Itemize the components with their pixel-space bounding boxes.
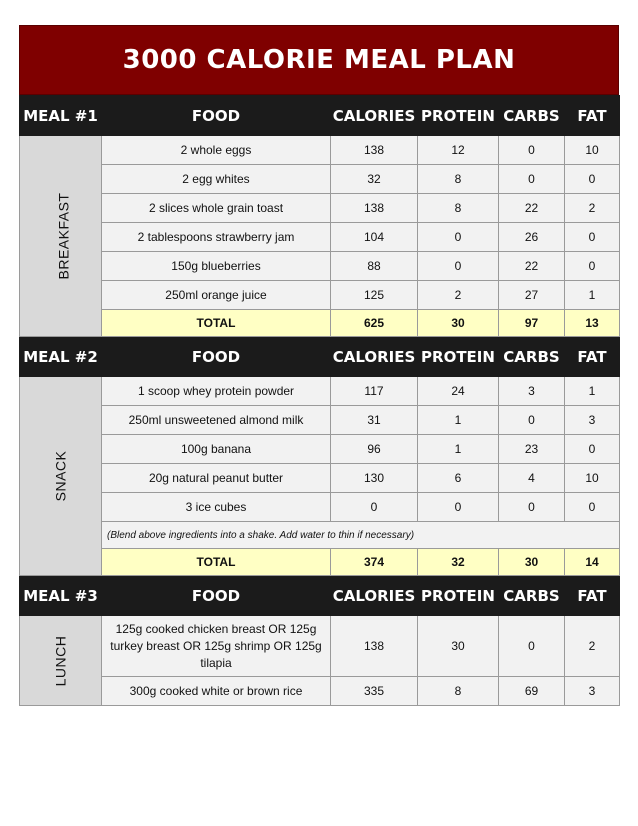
protein-cell: 0 [418,493,499,522]
food-cell: 20g natural peanut butter [102,464,331,493]
meal-plan-table [19,95,620,706]
total-carbs: 30 [499,549,565,576]
carbs-cell: 27 [499,281,565,310]
table-row [20,677,620,706]
calories-cell: 96 [331,435,418,464]
table-row [20,194,620,223]
protein-cell: 24 [418,377,499,406]
calories-cell: 31 [331,406,418,435]
carbs-header: CARBS [499,337,565,377]
table-row [20,616,620,677]
table-row [20,464,620,493]
shake-note: (Blend above ingredients into a shake. Add water to thin if necessary) [102,522,620,549]
fat-cell: 0 [565,223,620,252]
total-label: TOTAL [102,549,331,576]
protein-cell: 0 [418,223,499,252]
calories-header: CALORIES [331,576,418,616]
meal-label: SNACK [52,450,69,502]
protein-header: PROTEIN [418,96,499,136]
page-title: 3000 CALORIE MEAL PLAN [19,25,619,95]
total-fat: 14 [565,549,620,576]
fat-cell: 0 [565,252,620,281]
protein-cell: 1 [418,435,499,464]
table-row [20,493,620,522]
fat-header: FAT [565,96,620,136]
total-label: TOTAL [102,310,331,337]
table-row [20,281,620,310]
meal-number-header: MEAL #3 [20,576,102,616]
table-row [20,377,620,406]
carbs-cell: 0 [499,165,565,194]
carbs-cell: 22 [499,194,565,223]
total-carbs: 97 [499,310,565,337]
meal-plan-sheet [19,25,619,706]
carbs-cell: 22 [499,252,565,281]
protein-cell: 1 [418,406,499,435]
calories-cell: 0 [331,493,418,522]
calories-cell: 32 [331,165,418,194]
fat-cell: 2 [565,194,620,223]
calories-cell: 88 [331,252,418,281]
fat-cell: 10 [565,136,620,165]
protein-cell: 8 [418,165,499,194]
calories-header: CALORIES [331,96,418,136]
calories-cell: 138 [331,136,418,165]
protein-header: PROTEIN [418,337,499,377]
table-row [20,252,620,281]
fat-cell: 2 [565,616,620,677]
protein-cell: 2 [418,281,499,310]
food-cell: 100g banana [102,435,331,464]
fat-cell: 0 [565,165,620,194]
table-row [20,223,620,252]
meal-number-header: MEAL #2 [20,337,102,377]
calories-cell: 125 [331,281,418,310]
fat-cell: 1 [565,377,620,406]
food-header: FOOD [102,576,331,616]
food-cell: 2 egg whites [102,165,331,194]
fat-header: FAT [565,576,620,616]
meal-label-cell [20,616,102,706]
note-row [20,522,620,549]
food-header: FOOD [102,337,331,377]
table-row [20,165,620,194]
food-cell: 2 whole eggs [102,136,331,165]
food-cell: 3 ice cubes [102,493,331,522]
fat-cell: 10 [565,464,620,493]
total-row [20,310,620,337]
protein-header: PROTEIN [418,576,499,616]
fat-cell: 0 [565,493,620,522]
food-cell: 2 tablespoons strawberry jam [102,223,331,252]
meal-2-header-row [20,337,620,377]
protein-cell: 6 [418,464,499,493]
carbs-cell: 0 [499,616,565,677]
food-header: FOOD [102,96,331,136]
food-cell: 300g cooked white or brown rice [102,677,331,706]
meal-label: BREAKFAST [55,192,72,280]
calories-cell: 117 [331,377,418,406]
carbs-cell: 69 [499,677,565,706]
total-calories: 374 [331,549,418,576]
calories-cell: 104 [331,223,418,252]
total-calories: 625 [331,310,418,337]
fat-cell: 0 [565,435,620,464]
carbs-header: CARBS [499,576,565,616]
food-cell: 2 slices whole grain toast [102,194,331,223]
calories-header: CALORIES [331,337,418,377]
meal-3-header-row [20,576,620,616]
meal-label-cell [20,136,102,337]
food-cell: 250ml orange juice [102,281,331,310]
total-protein: 32 [418,549,499,576]
food-cell: 125g cooked chicken breast OR 125g turkey breast OR 125g shrimp OR 125g tilapia [102,616,331,677]
protein-cell: 30 [418,616,499,677]
fat-cell: 1 [565,281,620,310]
table-row [20,435,620,464]
total-row [20,549,620,576]
carbs-cell: 23 [499,435,565,464]
carbs-header: CARBS [499,96,565,136]
calories-cell: 138 [331,616,418,677]
calories-cell: 130 [331,464,418,493]
protein-cell: 12 [418,136,499,165]
meal-1-header-row [20,96,620,136]
carbs-cell: 4 [499,464,565,493]
total-protein: 30 [418,310,499,337]
protein-cell: 8 [418,677,499,706]
food-cell: 150g blueberries [102,252,331,281]
carbs-cell: 26 [499,223,565,252]
total-fat: 13 [565,310,620,337]
protein-cell: 0 [418,252,499,281]
fat-header: FAT [565,337,620,377]
calories-cell: 138 [331,194,418,223]
meal-label: LUNCH [52,635,69,686]
carbs-cell: 3 [499,377,565,406]
calories-cell: 335 [331,677,418,706]
food-cell: 250ml unsweetened almond milk [102,406,331,435]
food-cell: 1 scoop whey protein powder [102,377,331,406]
meal-number-header: MEAL #1 [20,96,102,136]
carbs-cell: 0 [499,406,565,435]
carbs-cell: 0 [499,136,565,165]
fat-cell: 3 [565,677,620,706]
meal-label-cell [20,377,102,576]
fat-cell: 3 [565,406,620,435]
carbs-cell: 0 [499,493,565,522]
table-row [20,406,620,435]
protein-cell: 8 [418,194,499,223]
table-row [20,136,620,165]
